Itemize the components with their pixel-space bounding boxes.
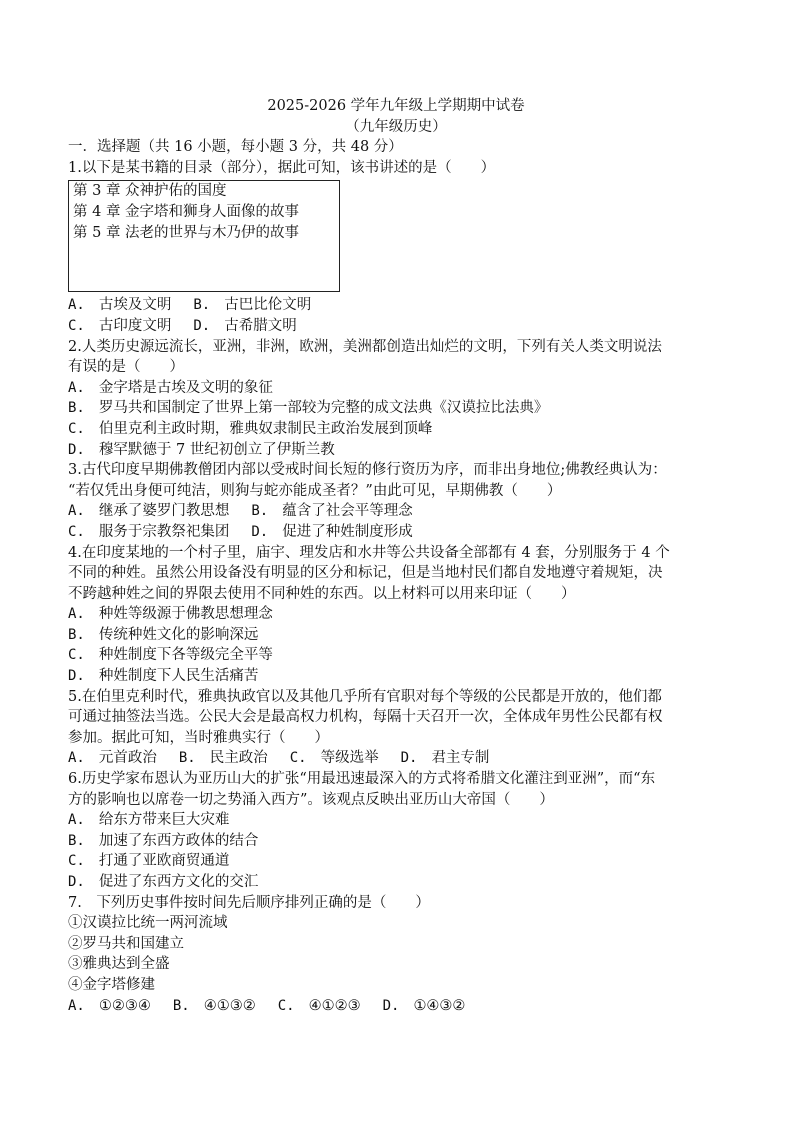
option-letter: A.: [68, 503, 85, 520]
question-stem-line: 6.历史学家布恩认为亚历山大的扩张“用最迅速最深入的方式将希腊文化灌注到亚洲”，而“东: [68, 771, 656, 788]
option-letter: B.: [251, 503, 269, 520]
options-row: [68, 378, 724, 399]
option-text: 服务于宗教祭祀集团: [98, 523, 230, 540]
options-row: [68, 419, 724, 440]
answer-option[interactable]: [68, 627, 258, 643]
question-6: [68, 769, 724, 893]
option-text: ①②③④: [98, 997, 151, 1014]
option-text: 给东方带来巨大灾难: [98, 812, 230, 829]
question-stem-line: 3.古代印度早期佛教僧团内部以受戒时间长短的修行资历为序，而非出身地位;佛教经典认为：: [68, 462, 667, 479]
options-row: [68, 501, 724, 522]
answer-option[interactable]: [68, 400, 548, 416]
answer-option[interactable]: [68, 380, 273, 396]
option-text: 罗马共和国制定了世界上第一部较为完整的成文法典《汉谟拉比法典》: [98, 400, 549, 417]
option-letter: A.: [68, 750, 85, 767]
option-letter: B.: [193, 297, 211, 314]
question-3: [68, 460, 724, 542]
exam-title: 2025-2026 学年九年级上学期期中试卷: [267, 98, 525, 114]
options-row: [68, 831, 724, 852]
option-letter: C.: [68, 853, 85, 870]
option-letter: B.: [68, 832, 85, 849]
question-5: [68, 687, 724, 769]
options-row: [68, 666, 724, 687]
question-stem-line: 不跨越种姓之间的界限去使用不同种姓的东西。以上材料可以用来印证（ ）: [68, 585, 576, 602]
option-letter: D.: [382, 997, 400, 1014]
option-letter: D.: [68, 668, 85, 685]
option-letter: C.: [277, 997, 295, 1014]
answer-option[interactable]: [68, 503, 229, 519]
answer-option[interactable]: [193, 297, 311, 313]
answer-option[interactable]: [68, 647, 273, 663]
options-row: [68, 440, 724, 461]
question-stem-line: ①汉谟拉比统一两河流域: [68, 915, 228, 932]
options-row: [68, 645, 724, 666]
option-letter: D.: [251, 523, 269, 540]
question-stem-line: 1.以下是某书籍的目录（部分），据此可知，该书讲述的是（ ）: [68, 159, 496, 176]
option-letter: A.: [68, 997, 85, 1014]
options-row: [68, 872, 724, 893]
question-list: [68, 158, 724, 1016]
options-row: [68, 851, 724, 872]
option-text: 传统种姓文化的影响深远: [98, 626, 259, 643]
answer-option[interactable]: [68, 606, 273, 622]
table-of-contents-box: [68, 180, 340, 292]
option-letter: C.: [289, 750, 307, 767]
option-text: 古希腊文明: [224, 317, 297, 334]
option-text: ④①②③: [308, 997, 361, 1014]
question-stem-line: 2.人类历史源远流长，亚洲，非洲，欧洲，美洲都创造出灿烂的文明，下列有关人类文明说法: [68, 338, 662, 355]
answer-option[interactable]: [68, 998, 151, 1014]
question-stem-line: 不同的种姓。虽然公用设备没有明显的区分和标记，但是当地村民们都自发地遵守着规矩，决: [68, 565, 663, 582]
question-stem-line: “若仅凭出身便可纯洁，则狗与蛇亦能成圣者？”由此可见，早期佛教（ ）: [68, 482, 562, 499]
answer-option[interactable]: [68, 318, 171, 334]
question-stem-line: 可通过抽签法当选。公民大会是最高权力机构，每隔十天召开一次，全体成年男性公民都有权: [68, 709, 663, 726]
question-stem-line: 参加。据此可知，当时雅典实行（ ）: [68, 729, 329, 746]
option-letter: B.: [68, 400, 85, 417]
option-letter: C.: [68, 420, 85, 437]
option-text: 继承了婆罗门教思想: [98, 503, 230, 520]
option-letter: B.: [68, 626, 85, 643]
answer-option[interactable]: [251, 503, 412, 519]
option-text: 加速了东西方政体的结合: [98, 832, 259, 849]
answer-option[interactable]: [68, 524, 229, 540]
option-letter: C.: [68, 647, 85, 664]
option-text: 穆罕默德于 7 世纪初创立了伊斯兰教: [98, 441, 335, 458]
answer-option[interactable]: [68, 297, 171, 313]
option-text: ④①③②: [203, 997, 256, 1014]
options-row: [68, 810, 724, 831]
question-2: [68, 337, 724, 461]
option-text: ①④③②: [413, 997, 466, 1014]
question-stem-line: 4.在印度某地的一个村子里，庙宇、理发店和水井等公共设备全部都有 4 套，分别服务于 4 个: [68, 544, 670, 561]
options-row: [68, 295, 724, 316]
option-letter: D.: [193, 317, 211, 334]
option-letter: C.: [68, 523, 85, 540]
option-text: 元首政治: [98, 750, 157, 767]
option-text: 蕴含了社会平等理念: [282, 503, 413, 520]
answer-option[interactable]: [68, 442, 335, 458]
answer-option[interactable]: [68, 668, 258, 684]
option-letter: C.: [68, 317, 85, 334]
option-letter: B.: [178, 750, 196, 767]
question-stem-line: 5.在伯里克利时代，雅典执政官以及其他几乎所有官职对每个等级的公民都是开放的，他们都: [68, 688, 662, 705]
option-text: 古巴比伦文明: [224, 297, 312, 314]
answer-option[interactable]: [401, 750, 490, 766]
answer-option[interactable]: [383, 998, 466, 1014]
answer-option[interactable]: [68, 853, 229, 869]
option-letter: A.: [68, 379, 85, 396]
option-letter: D.: [400, 750, 418, 767]
answer-option[interactable]: [251, 524, 412, 540]
option-text: 古埃及文明: [98, 297, 172, 314]
option-text: 促进了东西方文化的交汇: [98, 874, 259, 890]
question-1: [68, 158, 724, 337]
options-row: [68, 522, 724, 543]
option-letter: B.: [172, 997, 190, 1014]
answer-option[interactable]: [290, 750, 379, 766]
answer-option[interactable]: [193, 318, 296, 334]
option-text: 君主专制: [431, 750, 490, 767]
option-text: 促进了种姓制度形成: [282, 523, 413, 540]
options-row: [68, 625, 724, 646]
option-letter: D.: [68, 874, 85, 890]
question-stem-line: ④金字塔修建: [68, 976, 155, 993]
option-text: 民主政治: [209, 750, 268, 767]
answer-option[interactable]: [278, 998, 361, 1014]
answer-option[interactable]: [68, 874, 258, 890]
toc-entry: 第 4 章 金字塔和狮身人面像的故事: [73, 204, 300, 221]
answer-option[interactable]: [68, 421, 432, 437]
options-row: [68, 398, 724, 419]
question-stem-line: 7. 下列历史事件按时间先后顺序排列正确的是（ ）: [68, 894, 430, 911]
answer-option[interactable]: [179, 750, 268, 766]
option-text: 打通了亚欧商贸通道: [98, 853, 230, 870]
toc-entry: 第 3 章 众神护佑的国度: [73, 183, 227, 200]
question-7: [68, 893, 724, 1017]
toc-entry: 第 5 章 法老的世界与木乃伊的故事: [73, 225, 300, 242]
option-letter: D.: [68, 441, 85, 458]
option-text: 种姓制度下各等级完全平等: [98, 647, 273, 664]
question-4: [68, 543, 724, 687]
options-row: [68, 748, 724, 769]
options-row: [68, 316, 724, 337]
option-letter: A.: [68, 606, 85, 623]
option-text: 金字塔是古埃及文明的象征: [98, 379, 273, 396]
answer-option[interactable]: [68, 833, 258, 849]
question-stem-line: 有误的是（ ）: [68, 359, 184, 376]
question-stem-line: ③雅典达到全盛: [68, 956, 170, 973]
question-stem-line: 方的影响也以席卷一切之势涌入西方”。该观点反映出亚历山大帝国（ ）: [68, 791, 554, 808]
answer-option[interactable]: [68, 750, 157, 766]
option-text: 等级选举: [320, 750, 379, 767]
section-heading: 一．选择题（共 16 小题，每小题 3 分，共 48 分）: [68, 139, 403, 156]
options-row: [68, 996, 724, 1017]
option-text: 种姓等级源于佛教思想理念: [98, 606, 273, 623]
option-letter: A.: [68, 297, 85, 314]
exam-page: [68, 96, 724, 1016]
option-letter: A.: [68, 812, 85, 829]
option-text: 伯里克利主政时期，雅典奴隶制民主政治发展到顶峰: [98, 420, 433, 437]
answer-option[interactable]: [173, 998, 256, 1014]
question-stem-line: ②罗马共和国建立: [68, 935, 184, 952]
exam-subtitle: （九年级历史）: [345, 118, 447, 135]
option-text: 古印度文明: [98, 317, 172, 334]
options-row: [68, 604, 724, 625]
option-text: 种姓制度下人民生活痛苦: [98, 668, 259, 685]
answer-option[interactable]: [68, 812, 229, 828]
